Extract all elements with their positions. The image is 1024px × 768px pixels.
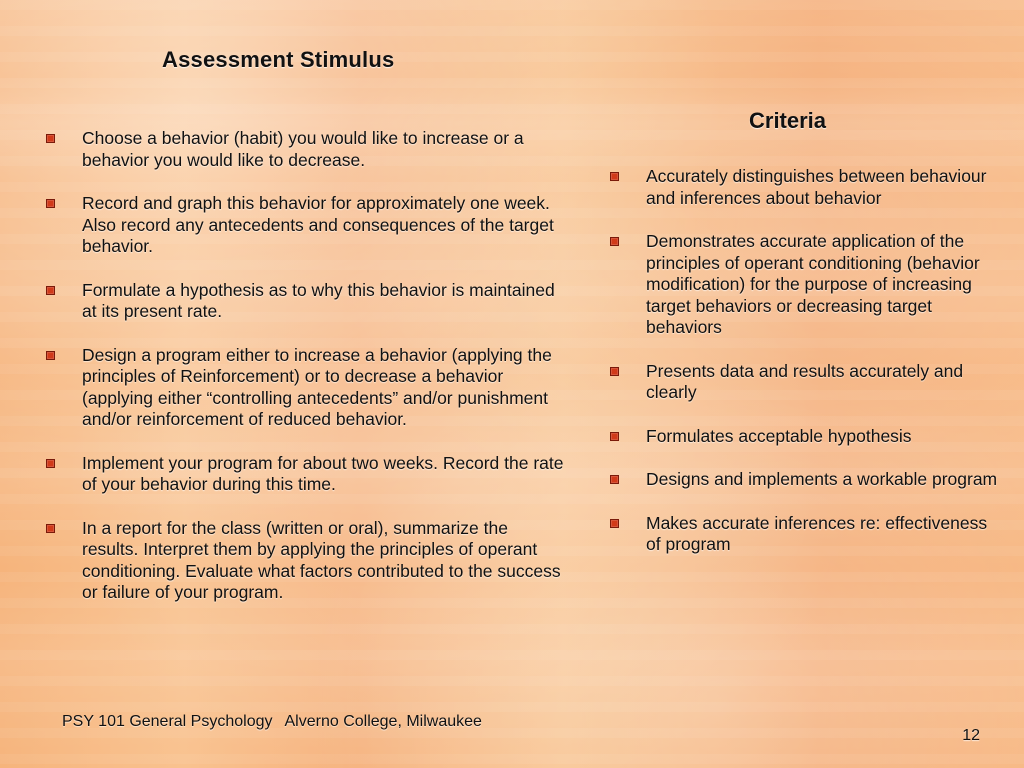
list-item: Accurately distinguishes between behaviour and inferences about behavior [608, 166, 998, 209]
list-item: Choose a behavior (habit) you would like to increase or a behavior you would like to decrease. [44, 128, 564, 171]
footer-institution: Alverno College, Milwaukee [284, 713, 482, 730]
list-item: Designs and implements a workable program [608, 469, 998, 491]
assessment-stimulus-heading: Assessment Stimulus [162, 47, 395, 72]
list-item: In a report for the class (written or oral), summarize the results. Interpret them by applying the principles of operant conditioning. Evaluate what factors contributed to the success or failure of your program. [44, 518, 564, 604]
list-item: Makes accurate inferences re: effectiveness of program [608, 513, 998, 556]
list-item: Formulate a hypothesis as to why this behavior is maintained at its present rate. [44, 280, 564, 323]
assessment-stimulus-list [44, 128, 564, 626]
footer [62, 713, 482, 731]
criteria-heading: Criteria [749, 108, 827, 133]
list-item: Record and graph this behavior for approximately one week. Also record any antecedents and consequences of the target behavior. [44, 193, 564, 258]
list-item: Presents data and results accurately and clearly [608, 361, 998, 404]
footer-course: PSY 101 General Psychology [62, 713, 273, 730]
list-item: Demonstrates accurate application of the principles of operant conditioning (behavior modification) for the purpose of increasing target behaviors or decreasing target behaviors [608, 231, 998, 339]
criteria-list [608, 166, 998, 578]
list-item: Implement your program for about two weeks. Record the rate of your behavior during this time. [44, 453, 564, 496]
page-number: 12 [962, 727, 980, 744]
list-item: Formulates acceptable hypothesis [608, 426, 998, 448]
list-item: Design a program either to increase a behavior (applying the principles of Reinforcement) or to decrease a behavior (applying either “controlling antecedents” and/or punishment and/or reinforcement of reduced behavior. [44, 345, 564, 431]
